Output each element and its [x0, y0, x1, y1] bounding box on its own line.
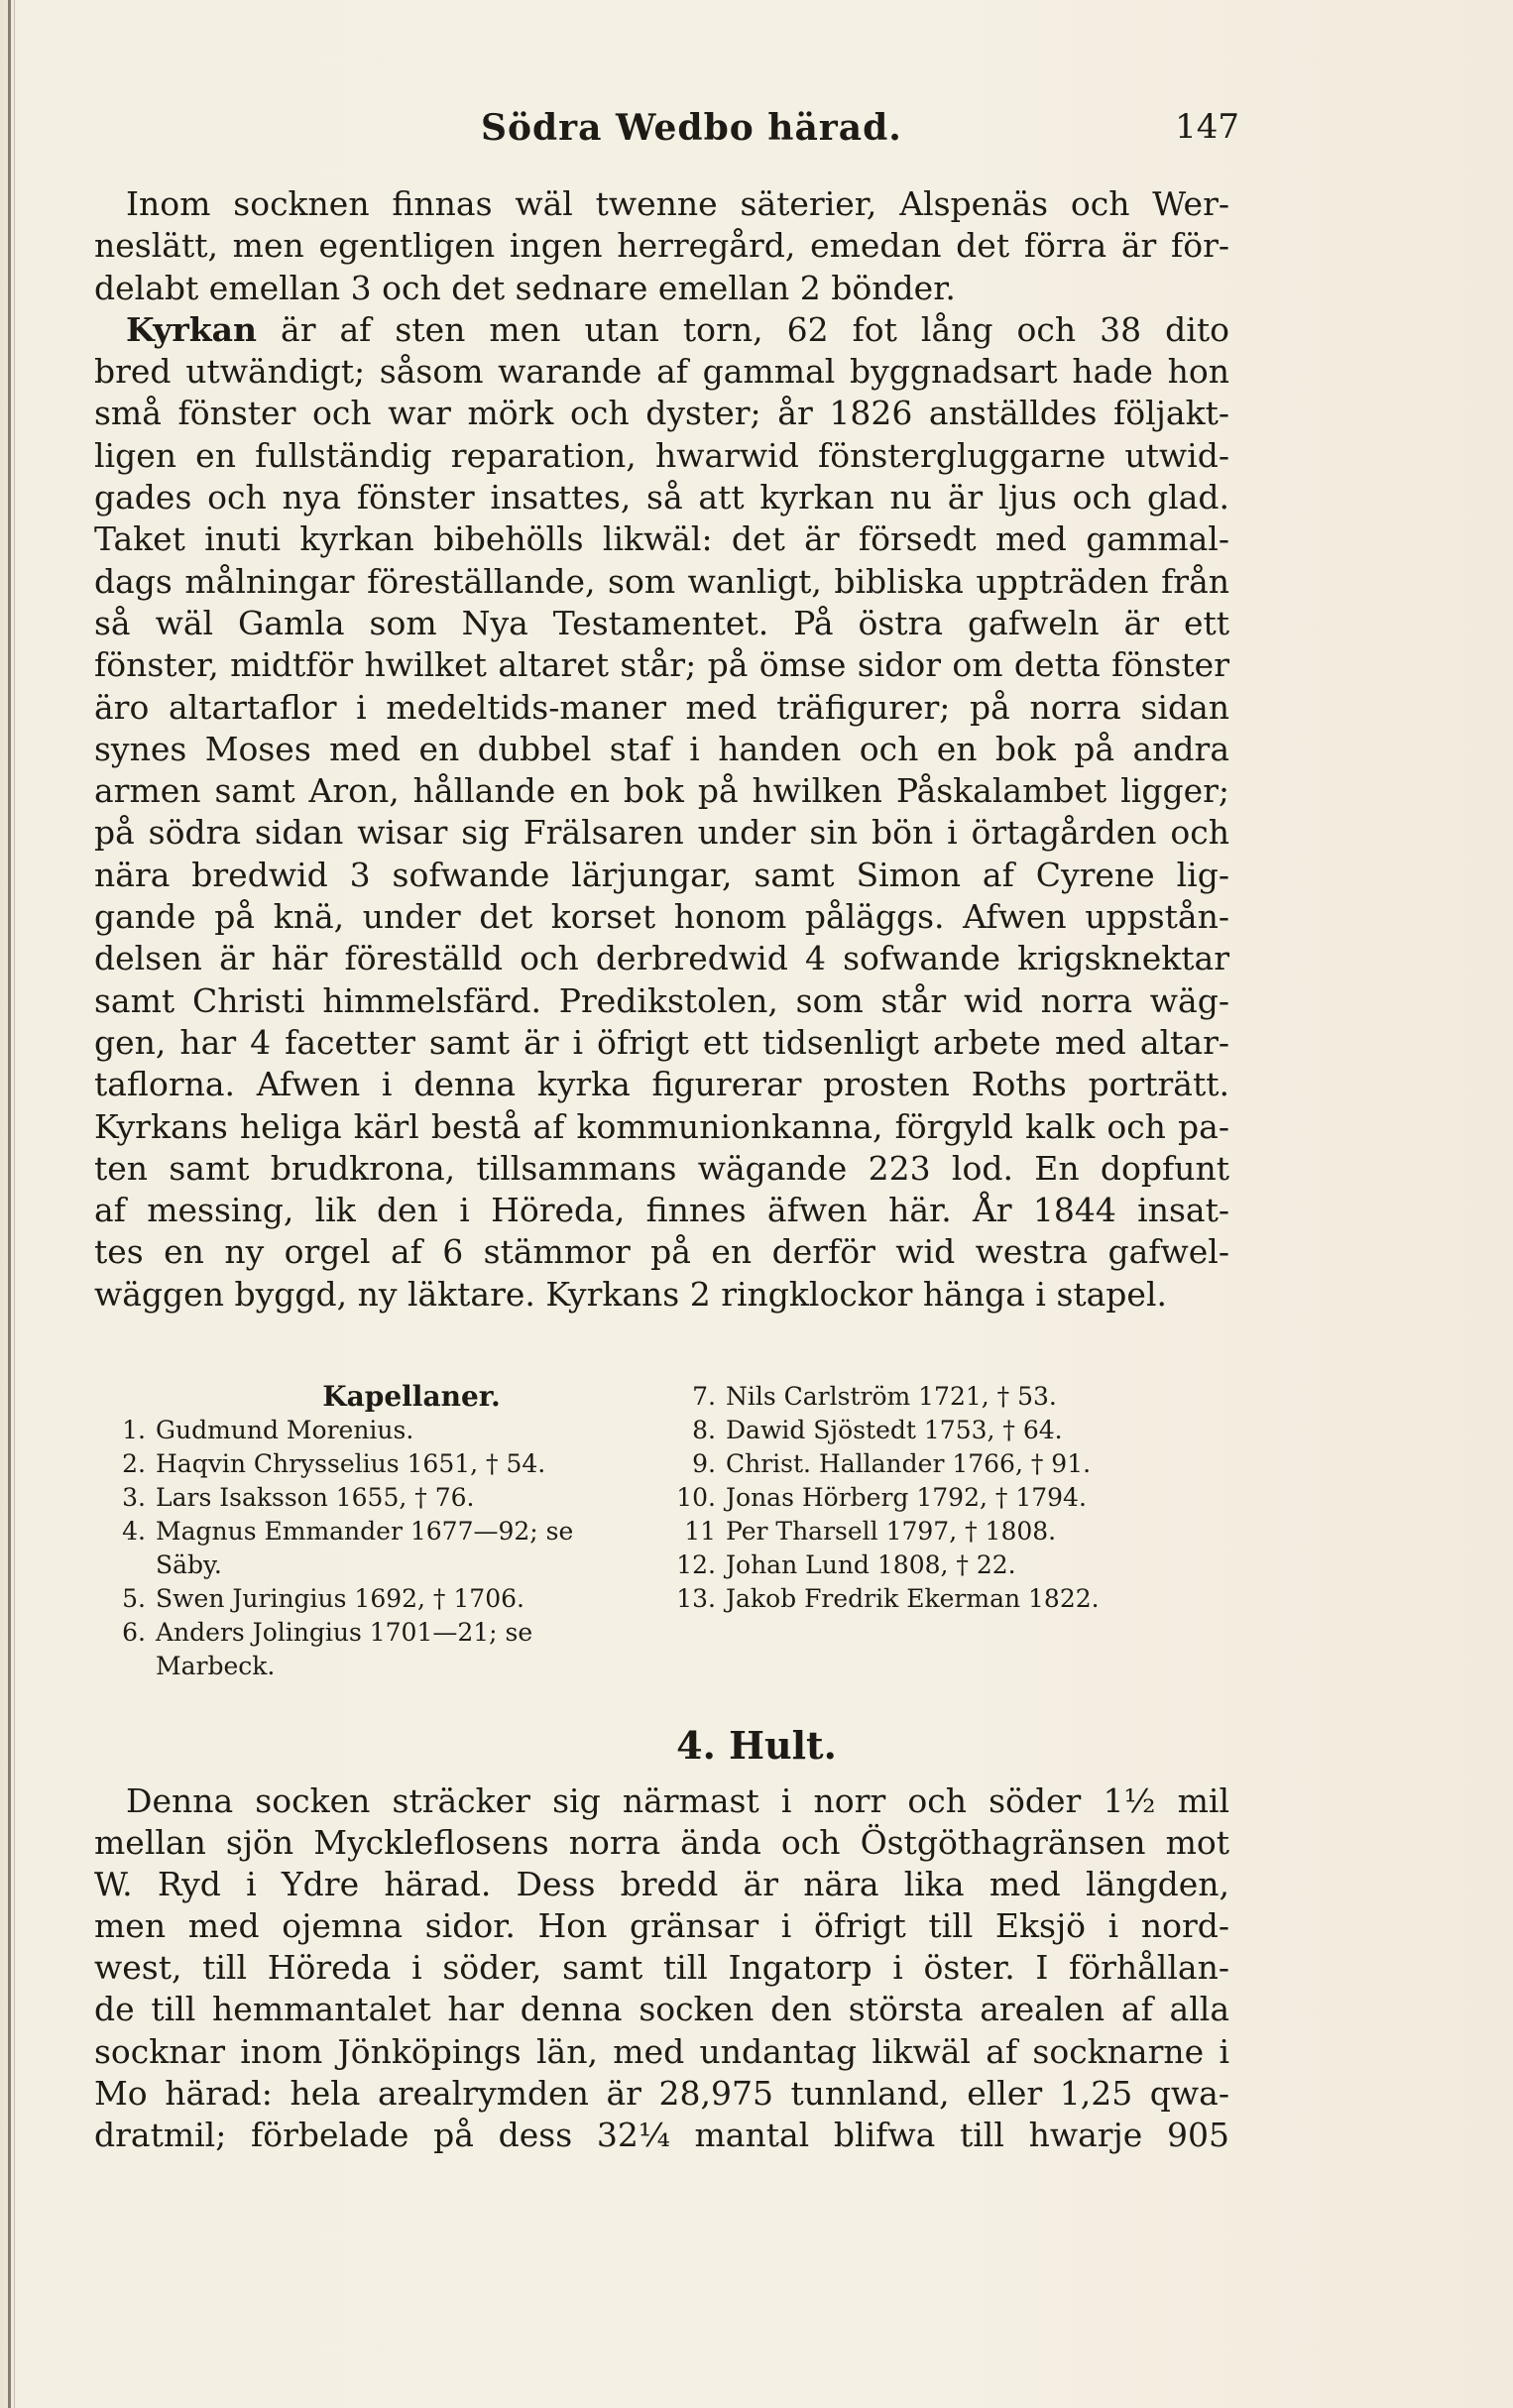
text-line: ligen en fullständig reparation, hwarwid fönstergluggarne utwid- — [94, 435, 1229, 475]
text-line: gades och nya fönster insattes, så att kyrkan nu är ljus och glad. — [94, 478, 1229, 517]
running-head: Södra Wedbo härad. — [481, 107, 902, 149]
text-line: nära bredwid 3 sofwande lärjungar, samt Simon af Cyrene lig- — [94, 855, 1229, 894]
text-line: synes Moses med en dubbel staf i handen och en bok på andra — [94, 729, 1229, 768]
text-line: socknar inom Jönköpings län, med undantag likwäl af socknarne i — [94, 2031, 1229, 2071]
list-item — [104, 1616, 659, 1650]
text-line: neslätt, men egentligen ingen herregård, emedan det förra är för- — [94, 226, 1229, 266]
list-number: 4. — [122, 1517, 146, 1546]
list-text: Johan Lund 1808, † 22. — [726, 1550, 1016, 1579]
list-number: 7. — [692, 1382, 716, 1411]
text-line: på södra sidan wisar sig Frälsaren under sin bön i örtagården och — [94, 813, 1229, 853]
text-line: armen samt Aron, hållande en bok på hwilken Påskalambet ligger; — [94, 771, 1229, 811]
text-line: delabt emellan 3 och det sednare emellan 2 bönder. — [94, 268, 956, 307]
section-text — [94, 1780, 1229, 2156]
list-item — [674, 1548, 1229, 1582]
text-line: tes en ny orgel af 6 stämmor på en derför wid westra gafwel- — [94, 1232, 1229, 1272]
list-number: 8. — [692, 1416, 716, 1444]
list-number: 3. — [122, 1483, 146, 1512]
list-text: Lars Isaksson 1655, † 76. — [156, 1483, 475, 1512]
text-line: wäggen byggd, ny läktare. Kyrkans 2 ringklockor hänga i stapel. — [94, 1274, 1168, 1314]
list-number: 13. — [676, 1584, 716, 1613]
list-text: Nils Carlström 1721, † 53. — [726, 1382, 1057, 1411]
main-text — [94, 183, 1229, 1316]
kapellaner-column-right — [674, 1380, 1229, 1616]
text-line: Kyrkans heliga kärl bestå af kommunionkanna, förgyld kalk och pa- — [94, 1106, 1229, 1146]
text-line: Taket inuti kyrkan bibehölls likwäl: det är försedt med gammal- — [94, 519, 1229, 559]
list-number: 5. — [122, 1584, 146, 1613]
list-number: 6. — [122, 1618, 146, 1647]
list-number: 9. — [692, 1449, 716, 1478]
kapellaner-list — [104, 1380, 1229, 1687]
text-line: fönster, midtför hwilket altaret står; på ömse sidor om detta fönster — [94, 645, 1229, 685]
list-item — [104, 1447, 659, 1481]
text-line: bred utwändigt; såsom warande af gammal byggnadsart hade hon — [94, 352, 1229, 392]
list-item-continuation: Säby. — [156, 1550, 222, 1579]
list-text: Anders Jolingius 1701—21; se — [156, 1618, 533, 1647]
list-text: Dawid Sjöstedt 1753, † 64. — [726, 1416, 1063, 1444]
list-number: 10. — [676, 1483, 716, 1512]
page-number: 147 — [1175, 107, 1239, 147]
list-text: Haqvin Chrysselius 1651, † 54. — [156, 1449, 546, 1478]
text-line: gande på knä, under det korset honom påläggs. Afwen uppstån- — [94, 897, 1229, 937]
text-line-rest: är af sten men utan torn, 62 fot lång och 38 dito — [281, 309, 1229, 349]
list-text: Per Tharsell 1797, † 1808. — [726, 1517, 1057, 1546]
list-item — [104, 1481, 659, 1515]
paragraph-socken — [94, 183, 1229, 309]
list-item — [674, 1380, 1229, 1414]
page-header — [183, 107, 1239, 157]
text-line: Inom socknen finnas wäl twenne säterier, Alspenäs och Wer- — [126, 184, 1229, 223]
text-line: west, till Höreda i söder, samt till Ingatorp i öster. I förhållan- — [94, 1948, 1229, 1988]
text-line: W. Ryd i Ydre härad. Dess bredd är nära lika med längden, — [94, 1865, 1229, 1904]
text-line: gen, har 4 facetter samt är i öfrigt ett tidsenligt arbete med altar- — [94, 1022, 1229, 1062]
text-line: dags målningar föreställande, som wanligt, bibliska uppträden från — [94, 561, 1229, 601]
list-item — [104, 1515, 659, 1548]
text-line: men med ojemna sidor. Hon gränsar i öfrigt till Eksjö i nord- — [94, 1906, 1229, 1946]
text-line: dratmil; förbelade på dess 32¼ mantal blifwa till hwarje 905 — [94, 2115, 1229, 2154]
text-line: mellan sjön Myckleflosens norra ända och Östgöthagränsen mot — [94, 1823, 1229, 1863]
text-line: så wäl Gamla som Nya Testamentet. På östra gafweln är ett — [94, 603, 1229, 642]
text-line: taflorna. Afwen i denna kyrka figurerar prosten Roths porträtt. — [94, 1065, 1229, 1104]
list-text: Magnus Emmander 1677—92; se — [156, 1517, 574, 1546]
list-item — [674, 1515, 1229, 1548]
list-item-continuation: Marbeck. — [156, 1652, 276, 1680]
list-item — [104, 1582, 659, 1616]
list-text: Swen Juringius 1692, † 1706. — [156, 1584, 524, 1613]
kapellaner-heading: Kapellaner. — [322, 1380, 501, 1413]
kapellaner-column-left — [104, 1380, 659, 1683]
list-text: Jonas Hörberg 1792, † 1794. — [726, 1483, 1087, 1512]
list-text: Jakob Fredrik Ekerman 1822. — [726, 1584, 1100, 1613]
paragraph-lead: Kyrkan — [126, 309, 257, 349]
list-item — [674, 1481, 1229, 1515]
text-line: ten samt brudkrona, tillsammans wägande 223 lod. En dopfunt — [94, 1148, 1229, 1188]
list-item — [674, 1414, 1229, 1447]
list-number: 11 — [684, 1517, 716, 1546]
page-edge-line — [14, 0, 15, 2408]
list-number: 12. — [676, 1550, 716, 1579]
list-item — [674, 1447, 1229, 1481]
text-line: de till hemmantalet har denna socken den största arealen af alla — [94, 1990, 1229, 2029]
list-number: 1. — [122, 1416, 146, 1444]
page-edge-shadow — [8, 0, 11, 2408]
text-line — [94, 309, 1229, 351]
text-line: små fönster och war mörk och dyster; år 1826 anställdes följakt- — [94, 394, 1229, 433]
text-line: Denna socken sträcker sig närmast i norr och söder 1½ mil — [126, 1781, 1229, 1820]
list-text: Gudmund Morenius. — [156, 1416, 414, 1444]
paragraph-kyrkan — [94, 309, 1229, 1316]
list-text: Christ. Hallander 1766, † 91. — [726, 1449, 1092, 1478]
text-line: Mo härad: hela arealrymden är 28,975 tunnland, eller 1,25 qwa- — [94, 2073, 1229, 2113]
text-line: af messing, lik den i Höreda, finnes äfwen här. År 1844 insat- — [94, 1191, 1229, 1230]
text-line: delsen är här föreställd och derbredwid 4 sofwande krigsknektar — [94, 939, 1229, 978]
section-title: 4. Hult. — [676, 1723, 837, 1768]
text-line: samt Christi himmelsfärd. Predikstolen, som står wid norra wäg- — [94, 980, 1229, 1020]
list-item — [104, 1414, 659, 1447]
list-number: 2. — [122, 1449, 146, 1478]
text-line: äro altartaflor i medeltids-maner med träfigurer; på norra sidan — [94, 687, 1229, 727]
list-item — [674, 1582, 1229, 1616]
